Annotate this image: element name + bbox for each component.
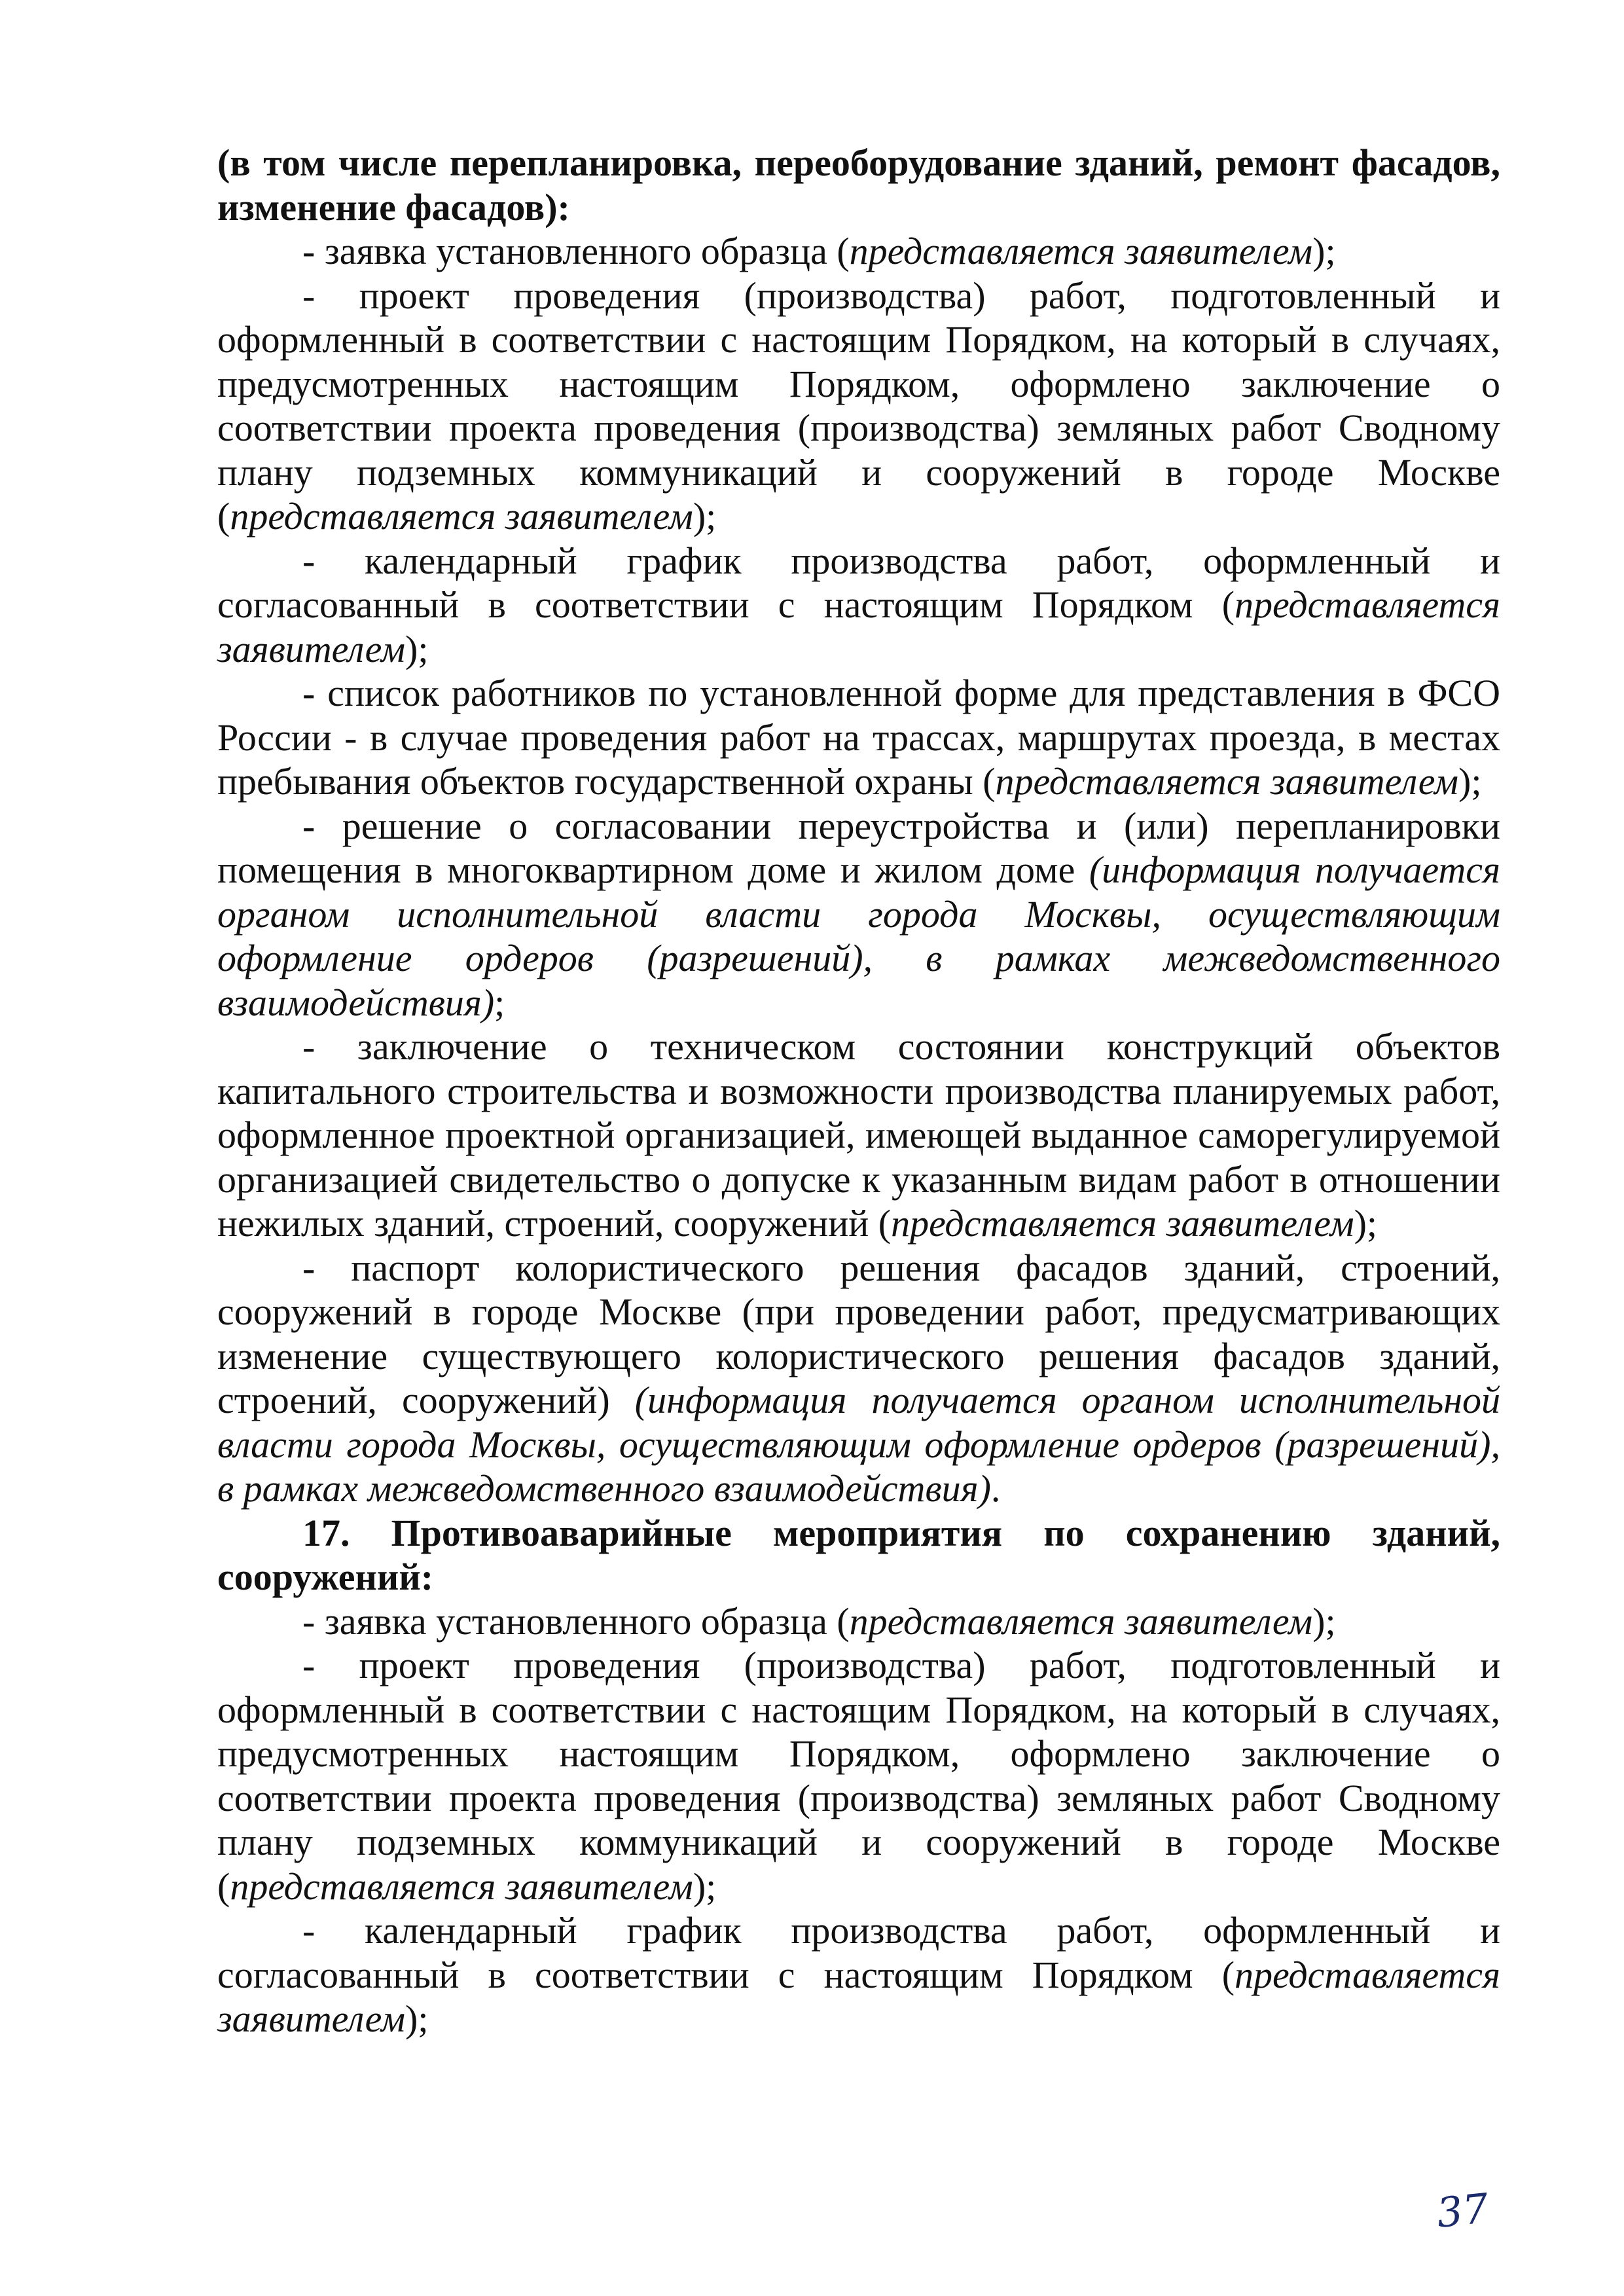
section-heading-continuation: (в том числе перепланировка, переоборудование зданий, ремонт фасадов, изменение фасадов): — [217, 141, 1500, 228]
list-item: - решение о согласовании переустройства и (или) перепланировки помещения в многоквартирном доме и жилом доме (информация получается органом исполнительной власти города Москвы, осуществляющим оформление ордеров (разрешений), в рамках межведомственного взаимодействия); — [217, 804, 1500, 1024]
section-title: 17. Противоаварийные мероприятия по сохранению зданий, сооружений: — [217, 1511, 1500, 1598]
list-item: - проект проведения (производства) работ, подготовленный и оформленный в соответствии с настоящим Порядком, на который в случаях, предусмотренных настоящим Порядком, оформлено заключение о соответствии проекта проведения (производства) земляных работ Сводному плану подземных коммуникаций и сооружений в городе Москве (представляется заявителем); — [217, 1644, 1500, 1908]
list-item: - календарный график производства работ, оформленный и согласованный в соответствии с настоящим Порядком (представляется заявителем); — [217, 539, 1500, 670]
list-item: - заявка установленного образца (представляется заявителем); — [302, 1599, 1336, 1643]
list-item: - паспорт колористического решения фасадов зданий, строений, сооружений в городе Москве (при проведении работ, предусматривающих изменение существующего колористического решения фасадов зданий, строений, сооружений) (информация получается органом исполнительной власти города Москвы, осуществляющим оформление ордеров (разрешений), в рамках межведомственного взаимодействия). — [217, 1246, 1500, 1510]
list-item: - список работников по установленной форме для представления в ФСО России - в случае проведения работ на трассах, маршрутах проезда, в местах пребывания объектов государственной охраны (представляется заявителем); — [217, 672, 1500, 803]
list-item: - проект проведения (производства) работ, подготовленный и оформленный в соответствии с настоящим Порядком, на который в случаях, предусмотренных настоящим Порядком, оформлено заключение о соответствии проекта проведения (производства) земляных работ Сводному плану подземных коммуникаций и сооружений в городе Москве (представляется заявителем); — [217, 274, 1500, 538]
list-item: - календарный график производства работ, оформленный и согласованный в соответствии с настоящим Порядком (представляется заявителем); — [217, 1909, 1500, 2040]
document-page — [217, 141, 1500, 2041]
page-number: 37 — [1434, 2184, 1491, 2237]
list-item: - заявка установленного образца (представляется заявителем); — [302, 230, 1336, 272]
list-item: - заключение о техническом состоянии конструкций объектов капитального строительства и возможности производства планируемых работ, оформленное проектной организацией, имеющей выданное саморегулируемой организацией свидетельство о допуске к указанным видам работ в отношении нежилых зданий, строений, сооружений (представляется заявителем); — [217, 1025, 1500, 1245]
